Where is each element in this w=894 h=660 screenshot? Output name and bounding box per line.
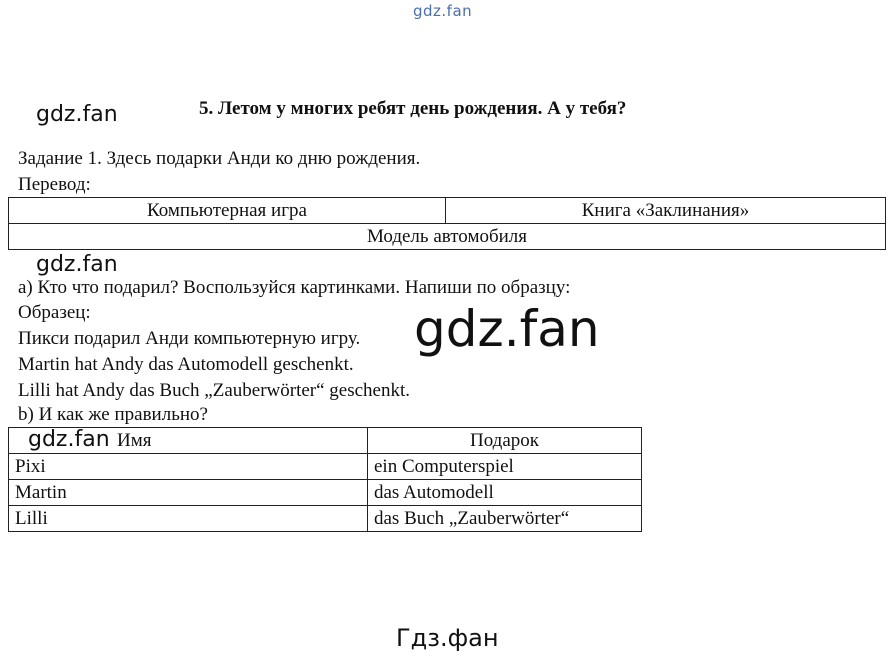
table-row bbox=[9, 224, 886, 250]
table-cell: das Automodell bbox=[368, 480, 642, 506]
table-row bbox=[9, 198, 886, 224]
table-cell: Martin bbox=[9, 480, 368, 506]
table-cell: Lilli bbox=[9, 506, 368, 532]
table-cell: Компьютерная игра bbox=[9, 198, 446, 224]
watermark-top: gdz.fan bbox=[413, 2, 473, 20]
watermark-left-1: gdz.fan bbox=[36, 102, 118, 127]
table-cell: Pixi bbox=[9, 454, 368, 480]
table-row bbox=[9, 506, 642, 532]
sample-line-2: Martin hat Andy das Automodell geschenkt. bbox=[18, 354, 354, 375]
gifts-table bbox=[8, 197, 886, 250]
column-header-name: Имя bbox=[9, 428, 368, 454]
watermark-table: gdz.fan bbox=[28, 427, 110, 452]
part-b-text: b) И как же правильно? bbox=[18, 404, 208, 425]
part-a-text: а) Кто что подарил? Воспользуйся картинками. Напиши по образцу: bbox=[18, 277, 571, 298]
watermark-bottom: Гдз.фан bbox=[396, 624, 499, 652]
sample-line-3: Lilli hat Andy das Buch „Zauberwörter“ geschenkt. bbox=[18, 380, 411, 401]
table-cell: ein Computerspiel bbox=[368, 454, 642, 480]
table-row bbox=[9, 480, 642, 506]
column-header-gift: Подарок bbox=[368, 428, 642, 454]
sample-label: Образец: bbox=[18, 302, 91, 323]
translation-label: Перевод: bbox=[18, 174, 91, 195]
table-cell: das Buch „Zauberwörter“ bbox=[368, 506, 642, 532]
table-cell: Модель автомобиля bbox=[9, 224, 886, 250]
sample-line-1: Пикси подарил Анди компьютерную игру. bbox=[18, 328, 361, 349]
watermark-left-2: gdz.fan bbox=[36, 252, 118, 277]
watermark-center: gdz.fan bbox=[414, 300, 600, 358]
task1-text: Задание 1. Здесь подарки Анди ко дню рождения. bbox=[18, 148, 421, 169]
table-cell: Книга «Заклинания» bbox=[446, 198, 886, 224]
table-row bbox=[9, 454, 642, 480]
page-heading: 5. Летом у многих ребят день рождения. А у тебя? bbox=[199, 98, 627, 119]
